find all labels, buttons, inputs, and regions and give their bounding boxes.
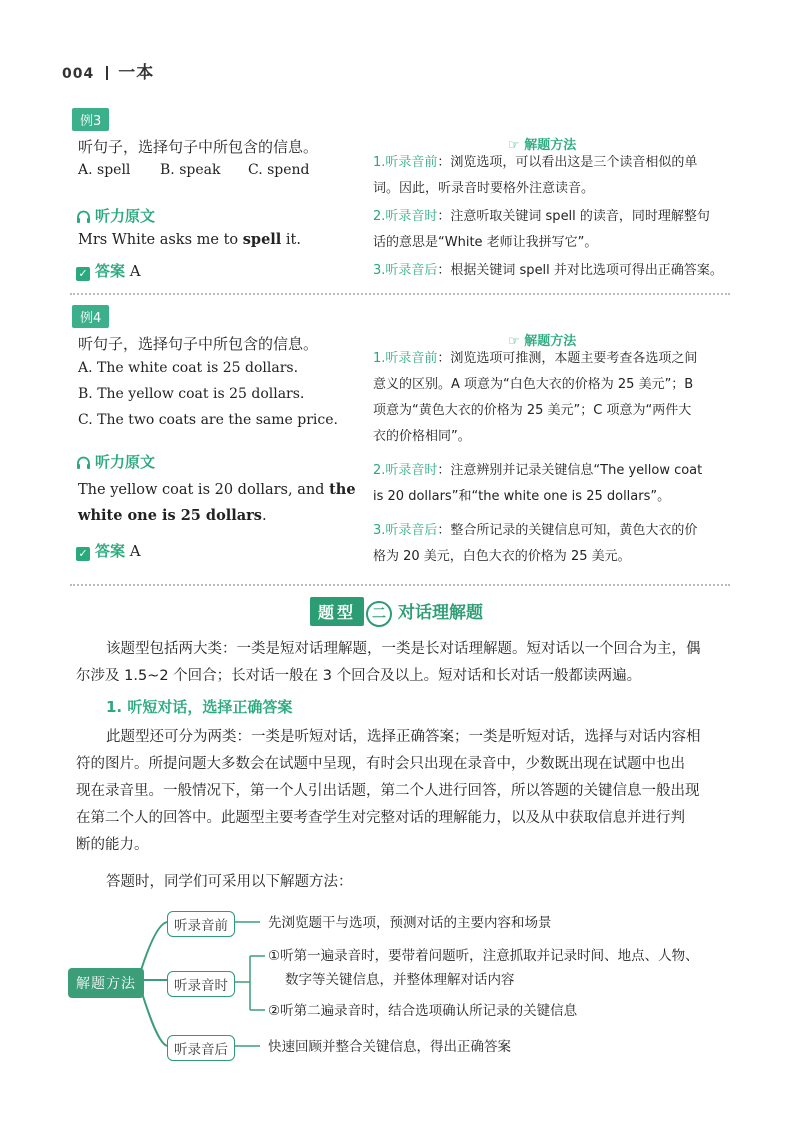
example3-option-b: B. speak	[160, 162, 221, 178]
step-key: 3.听录音后	[373, 263, 438, 278]
example4-transcript-heading	[76, 451, 155, 472]
example3-method-title: 解题方法	[524, 138, 577, 153]
lead-line: 答题时，同学们可采用以下解题方法：	[106, 874, 353, 890]
body-line: 现在录音里。一般情况下，第一个人引出话题，第二个人进行回答，所以答题的关键信息一般出现	[76, 783, 700, 799]
body-line: 符的图片。所提问题大多数会在试题中呈现，有时会只出现在录音中，少数既出现在试题中也出	[76, 756, 685, 772]
example4-transcript-title: 听力原文	[95, 453, 156, 471]
step-key: 2.听录音时	[373, 463, 438, 478]
example3-step-1-cont: 词。因此，听录音时要格外注意读音。	[373, 181, 595, 196]
example4-option-b: B. The yellow coat is 25 dollars.	[78, 386, 305, 402]
example4-step-2-cont: is 20 dollars”和“the white one is 25 dollars”。	[373, 489, 671, 504]
step-key: 3.听录音后	[373, 523, 438, 538]
type-title: 对话理解题	[398, 603, 484, 623]
example4-step-1-cont3: 衣的价格相同”。	[373, 429, 471, 444]
example4-step-1	[373, 346, 753, 372]
example3-option-c: C. spend	[248, 162, 310, 178]
step-text: ：注意听取关键词 spell 的读音，同时理解整句	[437, 209, 710, 224]
example4-method	[373, 346, 753, 570]
mindmap-after-label: 听录音后	[167, 1035, 235, 1061]
step-key: 1.听录音前	[373, 155, 438, 170]
example4-option-a: A. The white coat is 25 dollars.	[78, 360, 299, 376]
pointing-hand-icon: ☞	[508, 138, 520, 153]
example4-transcript-text: The yellow coat is 20 dollars, and	[78, 482, 330, 498]
headphones-icon	[76, 456, 91, 469]
mindmap-after-text: 快速回顾并整合关键信息，得出正确答案	[268, 1039, 511, 1055]
example4-transcript	[78, 477, 356, 529]
body-paragraph	[76, 724, 756, 859]
question-type-banner	[310, 597, 483, 627]
body-line: 断的能力。	[76, 837, 149, 853]
example4-step-1-cont2: 项意为“黄色大衣的价格为 25 美元”；C 项意为“两件大	[373, 403, 692, 418]
type-number: 二	[366, 601, 392, 627]
example3-method	[373, 150, 753, 284]
example4-step-3-cont: 格为 20 美元，白色大衣的价格为 25 美元。	[373, 549, 631, 564]
step-key: 1.听录音前	[373, 351, 438, 366]
body-line: 此题型还可分为两类：一类是听短对话，选择正确答案；一类是听短对话，选择与对话内容相	[106, 729, 701, 745]
example3-transcript-heading	[76, 205, 155, 226]
example4-step-1-cont: 意义的区别。A 项意为“白色大衣的价格为 25 美元”；B	[373, 377, 694, 392]
example4-option-c: C. The two coats are the same price.	[78, 412, 338, 428]
step-text: ：注意辨别并记录关键信息“The yellow coat	[437, 463, 703, 478]
step-text: ：根据关键词 spell 并对比选项可得出正确答案。	[437, 263, 723, 278]
example3-step-3	[373, 258, 753, 284]
example3-step-1	[373, 150, 753, 176]
example4-question: 听句子，选择句子中所包含的信息。	[78, 335, 319, 353]
example4-step-2	[373, 458, 753, 484]
divider	[70, 293, 730, 295]
example4-transcript-key2: white one is 25 dollars	[78, 507, 262, 524]
mindmap-during-text-1a: ①听第一遍录音时，要带着问题听，注意抓取并记录时间、地点、人物、	[268, 948, 699, 964]
example4-step-3	[373, 518, 753, 544]
example3-transcript	[78, 231, 301, 248]
step-text: ：浏览选项可推测，本题主要考查各选项之间	[437, 351, 698, 366]
step-key: 2.听录音时	[373, 209, 438, 224]
example4-answer-label: 答案	[95, 542, 126, 560]
brand-logo: 一本	[118, 63, 155, 83]
subsection-title: 1. 听短对话，选择正确答案	[106, 698, 293, 716]
page-number: 004	[62, 66, 95, 82]
mindmap-during-text-2: ②听第二遍录音时，结合选项确认所记录的关键信息	[268, 1003, 578, 1019]
mindmap-during-label: 听录音时	[167, 971, 235, 997]
example3-tag: 例3	[72, 108, 109, 131]
header-divider	[106, 66, 108, 80]
page-header	[62, 58, 154, 83]
example3-question: 听句子，选择句子中所包含的信息。	[78, 138, 319, 156]
mindmap-before-text: 先浏览题干与选项，预测对话的主要内容和场景	[268, 915, 552, 931]
example3-transcript-title: 听力原文	[95, 207, 156, 225]
example4-method-title: 解题方法	[524, 334, 577, 349]
example4-answer-value: A	[129, 542, 141, 560]
mindmap-before-label: 听录音前	[167, 911, 235, 937]
body-line: 在第二个人的回答中。此题型主要考查学生对完整对话的理解能力，以及从中获取信息并进行判	[76, 810, 685, 826]
mindmap-during-text-1b: 数字等关键信息，并整体理解对话内容	[285, 972, 515, 988]
pointing-hand-icon: ☞	[508, 334, 520, 349]
example3-answer-value: A	[129, 262, 141, 280]
example3-option-a: A. spell	[78, 162, 131, 178]
example4-answer	[76, 540, 141, 561]
example3-transcript-end: it.	[281, 232, 301, 248]
step-text: ：整合所记录的关键信息可知，黄色大衣的价	[437, 523, 698, 538]
mindmap-root: 解题方法	[68, 968, 144, 998]
type-label: 题型	[310, 597, 364, 626]
example3-step-2	[373, 204, 753, 230]
divider	[70, 584, 730, 586]
example3-transcript-key: spell	[242, 231, 282, 248]
example3-transcript-text: Mrs White asks me to	[78, 232, 243, 248]
headphones-icon	[76, 210, 91, 223]
example4-transcript-key: the	[329, 481, 356, 498]
step-text: ：浏览选项，可以看出这是三个读音相似的单	[437, 155, 698, 170]
example4-tag: 例4	[72, 305, 109, 328]
example3-answer	[76, 260, 141, 281]
example3-answer-label: 答案	[95, 262, 126, 280]
check-icon: ✓	[76, 547, 90, 561]
check-icon: ✓	[76, 267, 90, 281]
intro-paragraph	[76, 636, 756, 690]
example4-transcript-end: .	[261, 508, 267, 524]
intro-line: 该题型包括两大类：一类是短对话理解题，一类是长对话理解题。短对话以一个回合为主，偶	[106, 641, 701, 657]
example3-step-2-cont: 话的意思是“White 老师让我拼写它”。	[373, 235, 598, 250]
intro-line: 尔涉及 1.5~2 个回合；长对话一般在 3 个回合及以上。短对话和长对话一般都读两遍。	[76, 668, 642, 684]
